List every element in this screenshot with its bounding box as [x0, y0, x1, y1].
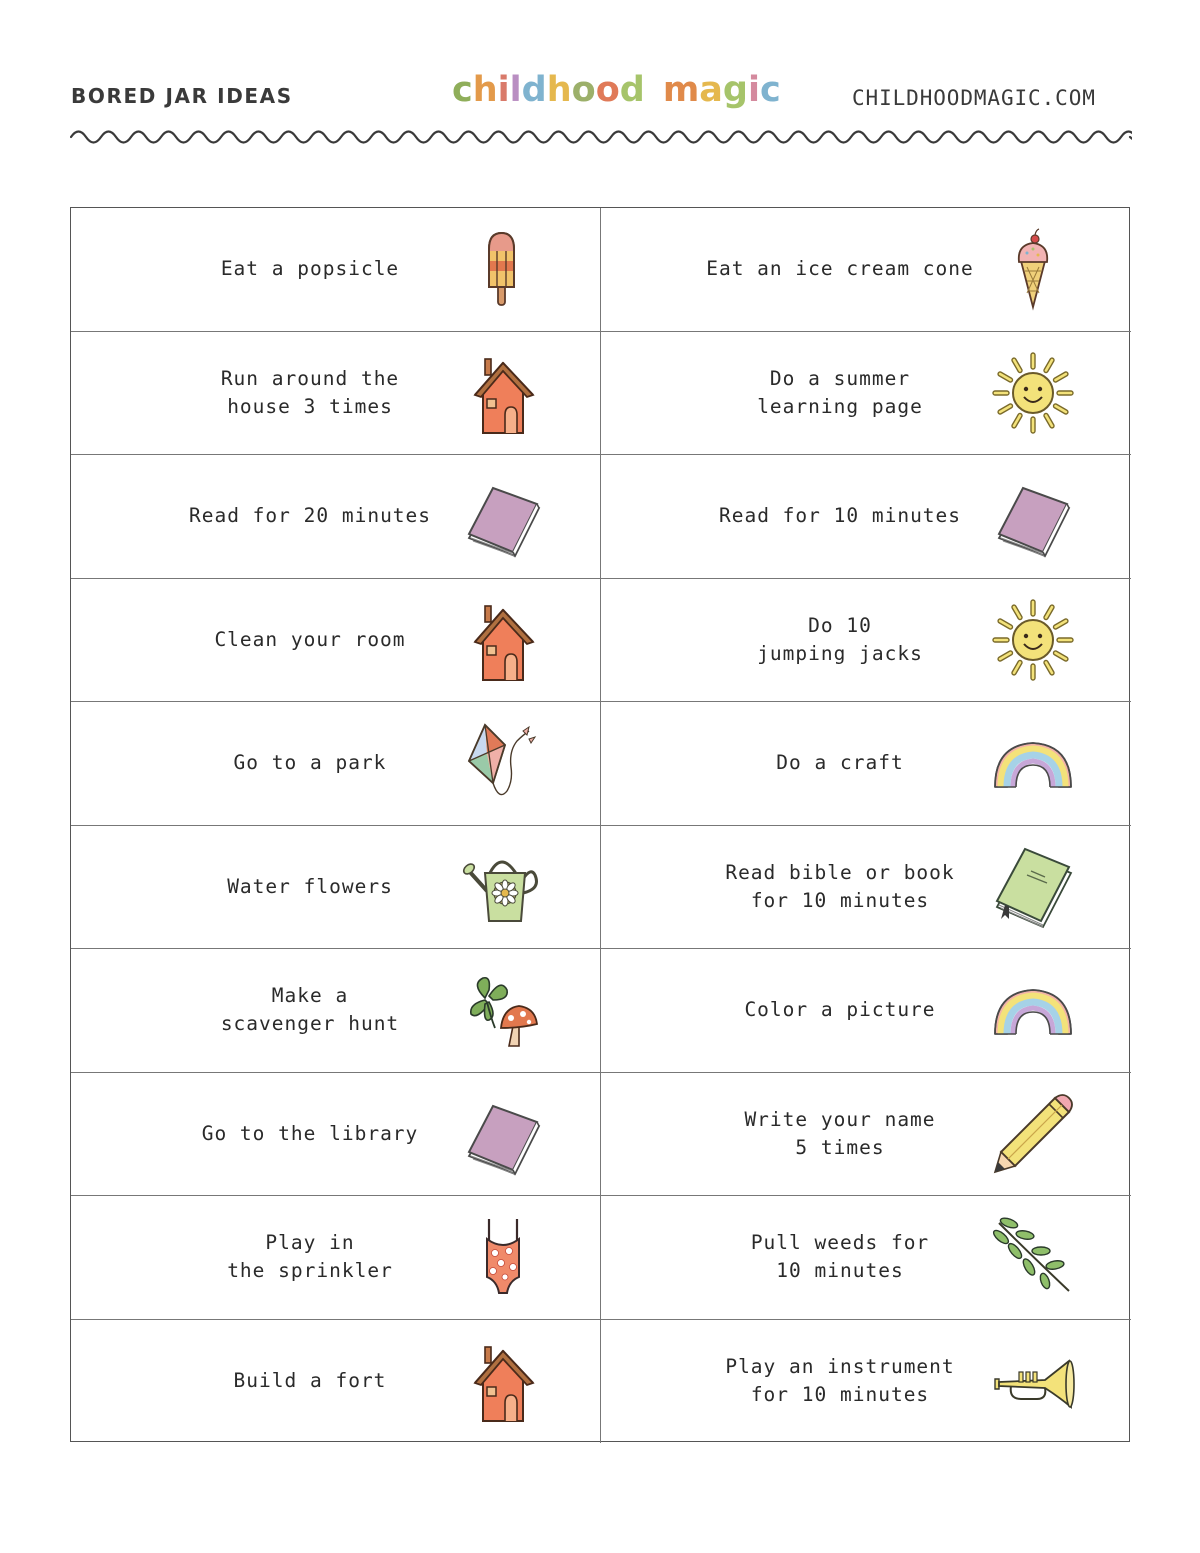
trumpet-icon	[991, 1339, 1075, 1423]
header-title: BORED JAR IDEAS	[71, 84, 293, 108]
idea-card	[71, 1320, 601, 1444]
rainbow-icon	[991, 721, 1075, 805]
idea-card	[71, 208, 601, 332]
sun-icon	[991, 598, 1075, 682]
green-book-icon	[991, 845, 1075, 929]
idea-card-text: Eat a popsicle	[220, 257, 400, 281]
idea-card	[71, 1196, 601, 1320]
book-icon	[461, 1092, 545, 1176]
idea-card-text: Do 10 jumping jacks	[757, 613, 923, 665]
idea-card	[601, 1073, 1131, 1197]
logo	[452, 70, 781, 110]
idea-card	[601, 1196, 1131, 1320]
idea-card	[601, 455, 1131, 579]
idea-card	[71, 826, 601, 950]
idea-card	[71, 332, 601, 456]
house-icon	[461, 1339, 545, 1423]
idea-card-text: Read bible or book for 10 minutes	[725, 860, 955, 912]
pencil-icon	[991, 1092, 1075, 1176]
idea-card	[601, 826, 1131, 950]
idea-card-text: Do a craft	[776, 751, 904, 775]
idea-card	[71, 1073, 601, 1197]
kite-icon	[461, 721, 545, 805]
idea-card-text: Make a scavenger hunt	[220, 984, 400, 1036]
idea-card-text: Eat an ice cream cone	[706, 257, 974, 281]
clover-mushroom-icon	[461, 968, 545, 1052]
swimsuit-icon	[461, 1215, 545, 1299]
rainbow-icon	[991, 968, 1075, 1052]
leaf-branch-icon	[991, 1215, 1075, 1299]
idea-card	[601, 1320, 1131, 1444]
idea-card	[71, 702, 601, 826]
idea-card-text: Read for 10 minutes	[718, 504, 962, 528]
watering-can-icon	[461, 845, 545, 929]
wavy-divider	[70, 122, 1132, 152]
idea-card-text: Go to a park	[233, 751, 387, 775]
idea-card	[601, 949, 1131, 1073]
idea-card-text: Write your name 5 times	[744, 1107, 936, 1159]
popsicle-icon	[461, 227, 545, 311]
ice-cream-cone-icon	[991, 227, 1075, 311]
idea-card-text: Water flowers	[227, 874, 393, 898]
idea-card-text: Clean your room	[214, 627, 406, 651]
house-icon	[461, 598, 545, 682]
idea-card	[601, 208, 1131, 332]
sun-icon	[991, 351, 1075, 435]
idea-cards-grid	[70, 207, 1130, 1442]
idea-card-text: Color a picture	[744, 998, 936, 1022]
idea-card-text: Run around the house 3 times	[220, 366, 400, 418]
idea-card	[601, 579, 1131, 703]
idea-card-text: Go to the library	[201, 1121, 419, 1145]
idea-card	[71, 949, 601, 1073]
idea-card-text: Pull weeds for 10 minutes	[750, 1231, 930, 1283]
idea-card-text: Play in the sprinkler	[227, 1231, 393, 1283]
idea-card	[71, 579, 601, 703]
logo-word-magic: magic	[662, 70, 781, 110]
logo-word-childhood: childhood	[452, 70, 645, 110]
idea-card	[601, 702, 1131, 826]
idea-card-text: Do a summer learning page	[757, 366, 923, 418]
house-icon	[461, 351, 545, 435]
idea-card-text: Build a fort	[233, 1369, 387, 1393]
website-url: CHILDHOODMAGIC.COM	[852, 86, 1096, 110]
book-icon	[461, 474, 545, 558]
idea-card	[71, 455, 601, 579]
idea-card-text: Read for 20 minutes	[188, 504, 432, 528]
idea-card	[601, 332, 1131, 456]
book-icon	[991, 474, 1075, 558]
idea-card-text: Play an instrument for 10 minutes	[725, 1355, 955, 1407]
